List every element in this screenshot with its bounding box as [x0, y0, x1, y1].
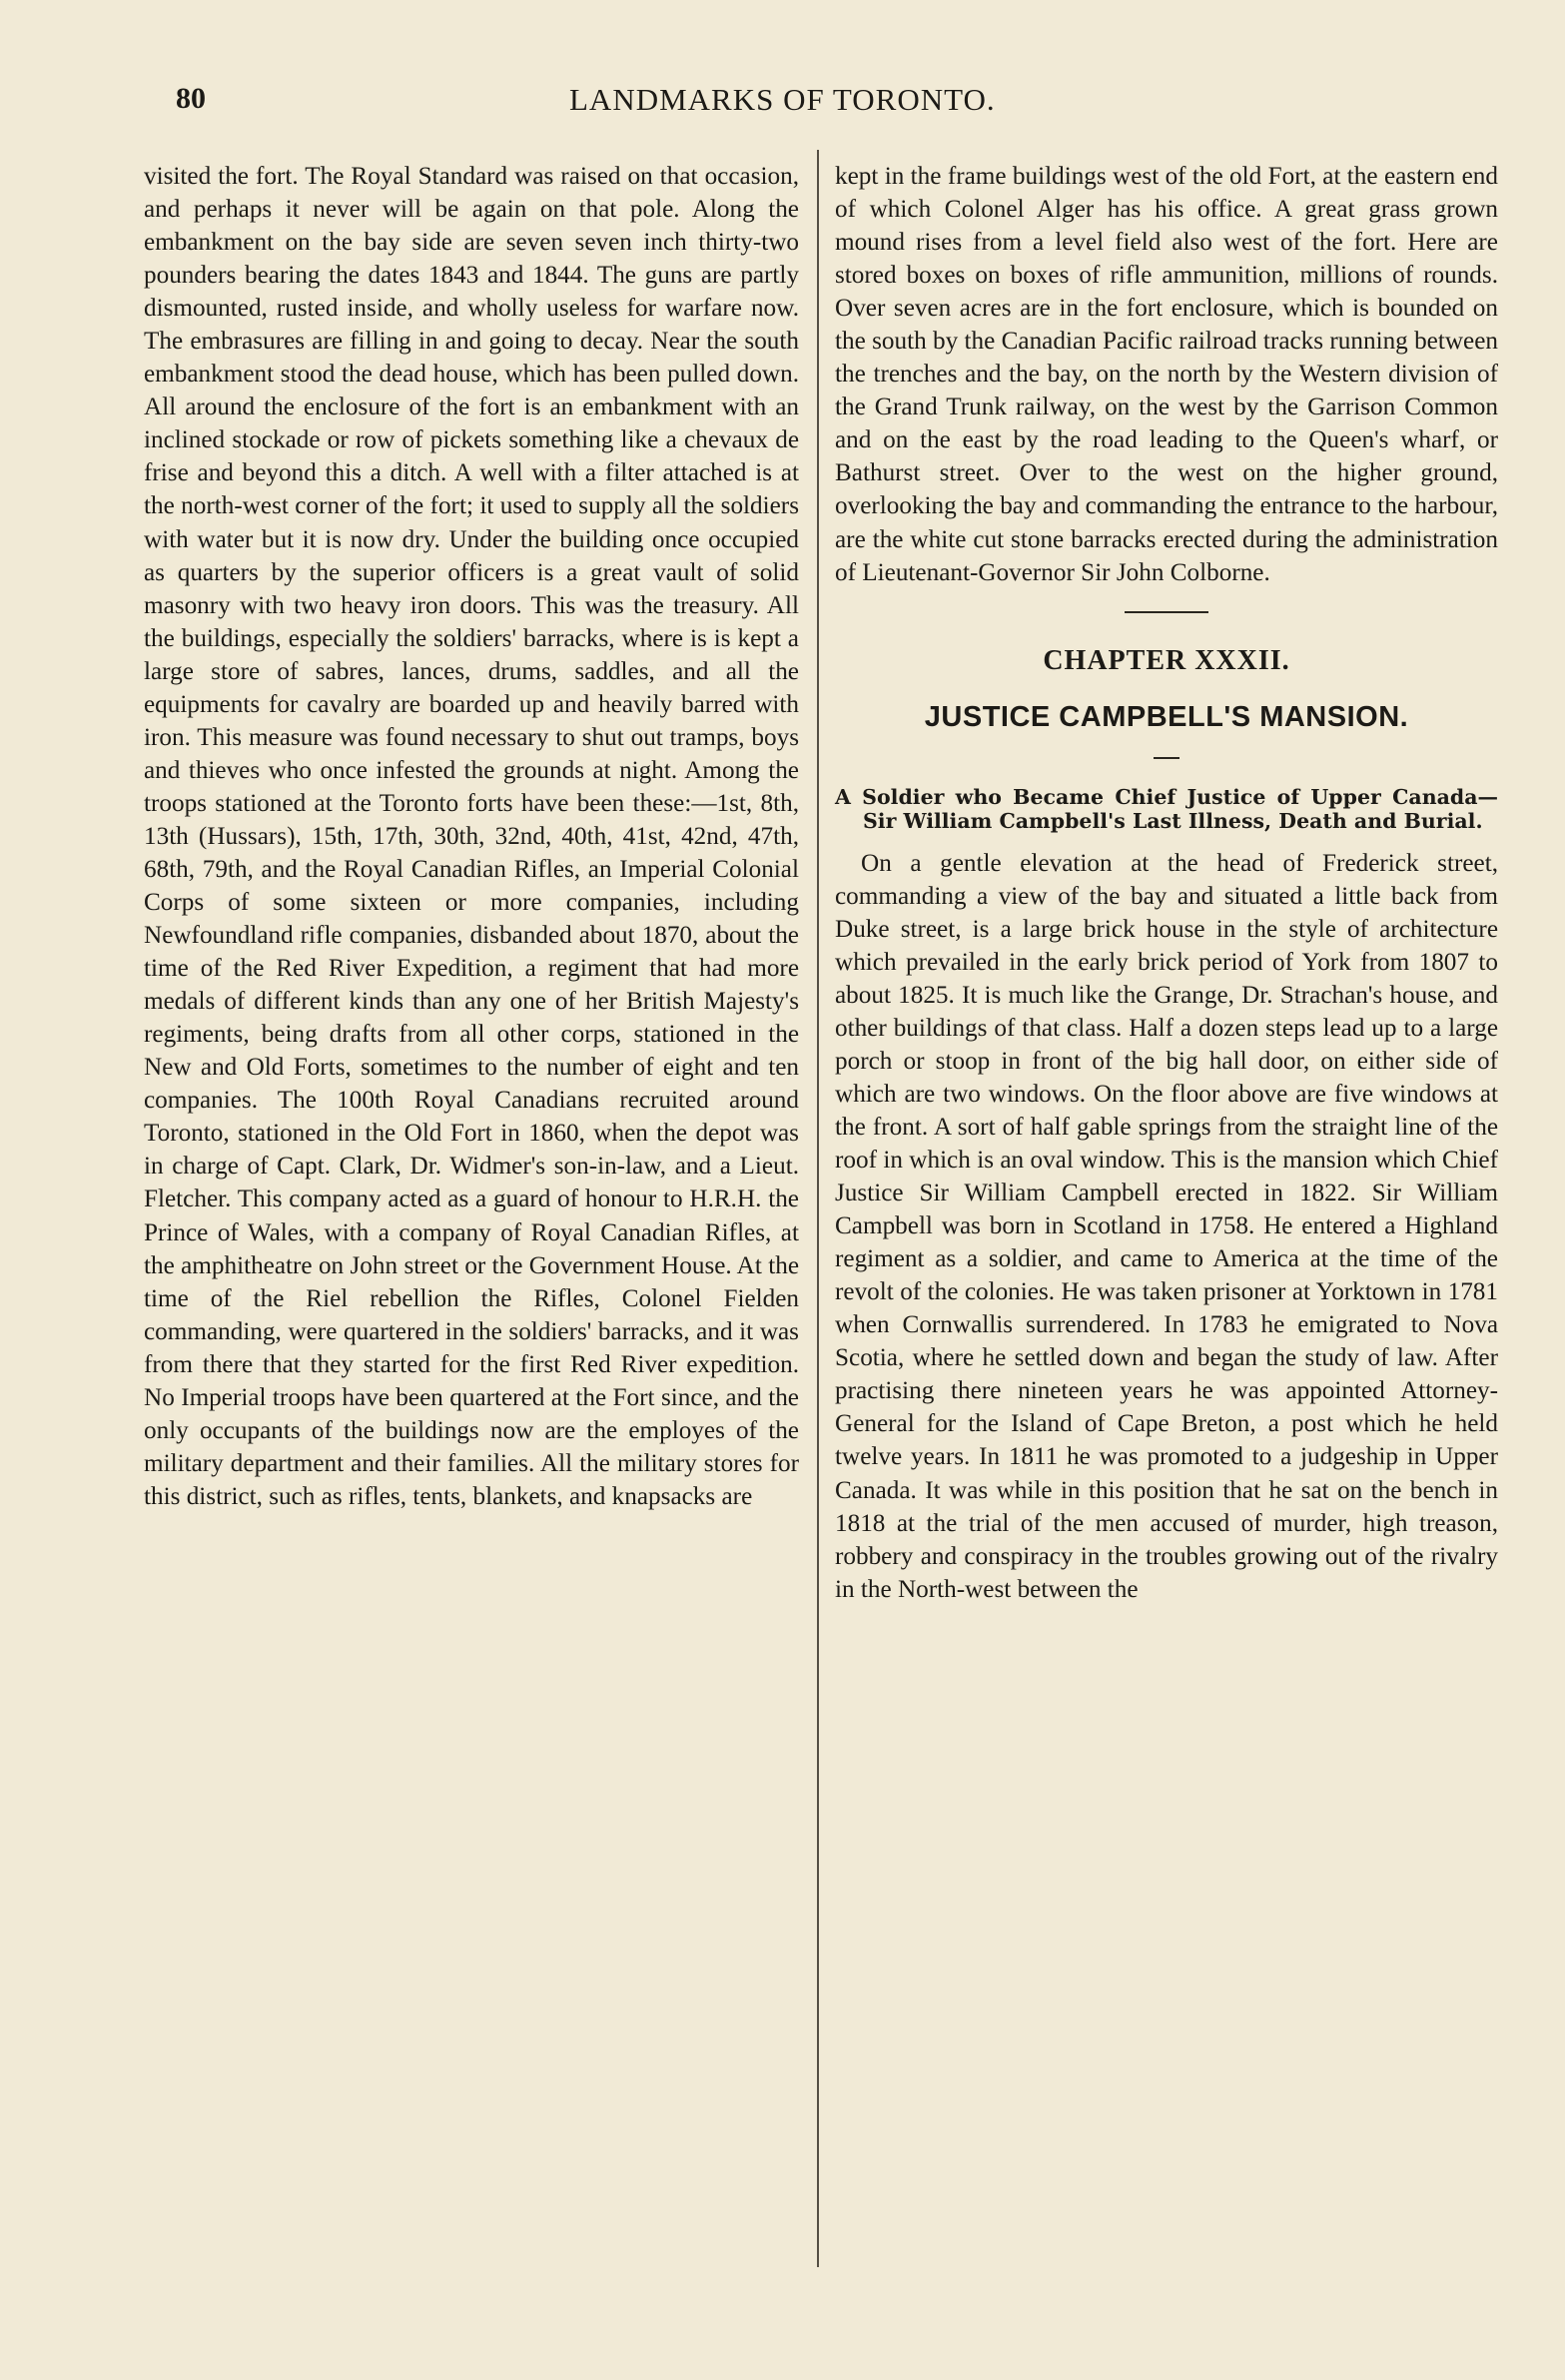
chapter-number: CHAPTER XXXII.: [1043, 644, 1290, 676]
right-column: [835, 160, 1498, 1606]
chapter-title: JUSTICE CAMPBELL'S MANSION.: [924, 700, 1409, 733]
body-paragraph: visited the fort. The Royal Standard was raised on that occasion, and perhaps it never will be again on that pole. Along the embankment on the bay side are seven seven inch thirty-two pounders bearing the dates 1843 and 1844. The guns are partly dismounted, rusted inside, and wholly useless for warfare now. The embrasures are filling in and going to decay. Near the south embankment stood the dead house, which has been pulled down. All around the enclosure of the fort is an embankment with an inclined stockade or row of pickets something like a chevaux de frise and beyond this a ditch. A well with a filter attached is at the north-west corner of the fort; it used to supply all the soldiers with water but it is now dry. Under the building once occupied as quarters by the superior officers is a great vault of solid masonry with two heavy iron doors. This was the treasury. All the buildings, especially the soldiers' barracks, where is is kept a large store of sabres, lances, drums, saddles, and all the equipments for cavalry are boarded up and heavily barred with iron. This measure was found necessary to shut out tramps, boys and thieves who once infested the grounds at night. Among the troops stationed at the Toronto forts have been these:—1st, 8th, 13th (Hussars), 15th, 17th, 30th, 32nd, 40th, 41st, 42nd, 47th, 68th, 79th, and the Royal Canadian Rifles, an Imperial Colonial Corps of some sixteen or more companies, including Newfoundland rifle companies, disbanded about 1870, about the time of the Red River Expedition, a regiment that had more medals of different kinds than any one of her British Majesty's regiments, being drafts from all other corps, stationed in the New and Old Forts, sometimes to the number of eight and ten companies. The 100th Royal Canadians recruited around Toronto, stationed in the Old Fort in 1860, when the depot was in charge of Capt. Clark, Dr. Widmer's son-in-law, and a Lieut. Fletcher. This company acted as a guard of honour to H.R.H. the Prince of Wales, with a company of Royal Canadian Rifles, at the amphitheatre on John street or the Government House. At the time of the Riel rebellion the Rifles, Colonel Fielden commanding, were quartered in the soldiers' barracks, and it was from there that they started for the first Red River expedition. No Imperial troops have been quartered at the Fort since, and the only occupants of the buildings now are the employes of the military department and their families. All the military stores for this district, such as rifles, tents, blankets, and knapsacks are: [144, 163, 799, 1510]
section-divider: [1125, 611, 1208, 613]
chapter-summary: A Soldier who Became Chief Justice of Upper Canada—Sir William Campbell's Last Illness, Death and Burial.: [835, 784, 1498, 833]
body-paragraph-continued: kept in the frame buildings west of the old Fort, at the eastern end of which Colonel Alger has his office. A great grass grown mound rises from a level field also west of the fort. Here are stored boxes on boxes of rifle ammunition, millions of rounds. Over seven acres are in the fort enclosure, which is bounded on the south by the Canadian Pacific railroad tracks running between the trenches and the bay, on the north by the Western division of the Grand Trunk railway, on the west by the Garrison Common and on the east by the road leading to the Queen's wharf, or Bathurst street. Over to the west on the higher ground, overlooking the bay and commanding the entrance to the harbour, are the white cut stone barracks erected during the administration of Lieutenant-Governor Sir John Colborne.: [835, 163, 1498, 586]
chapter-body-paragraph: On a gentle elevation at the head of Frederick street, commanding a view of the bay and situated a little back from Duke street, is a large brick house in the style of architecture which prevailed in the early brick period of York from 1807 to about 1825. It is much like the Grange, Dr. Strachan's house, and other buildings of that class. Half a dozen steps lead up to a large porch or stoop in front of the big hall door, on either side of which are two windows. On the floor above are five windows at the front. A sort of half gable springs from the straight line of the roof in which is an oval window. This is the mansion which Chief Justice Sir William Campbell erected in 1822. Sir William Campbell was born in Scotland in 1758. He entered a Highland regiment as a soldier, and came to America at the time of the revolt of the colonies. He was taken prisoner at Yorktown in 1781 when Cornwallis surrendered. In 1783 he emigrated to Nova Scotia, where he settled down and began the study of law. After practising there nineteen years he was appointed Attorney-General for the Island of Cape Breton, a post which he held twelve years. In 1811 he was promoted to a judgeship in Upper Canada. It was while in this position that he sat on the bench in 1818 at the trial of the men accused of murder, high treason, robbery and conspiracy in the troubles growing out of the rivalry in the North-west between the: [835, 849, 1498, 1603]
running-title: LANDMARKS OF TORONTO.: [569, 82, 996, 117]
page-header: [0, 82, 1565, 132]
page-number: 80: [176, 82, 206, 115]
column-divider: [817, 150, 819, 2267]
left-column: [144, 160, 799, 1513]
chapter-title-dash: [1154, 757, 1179, 759]
